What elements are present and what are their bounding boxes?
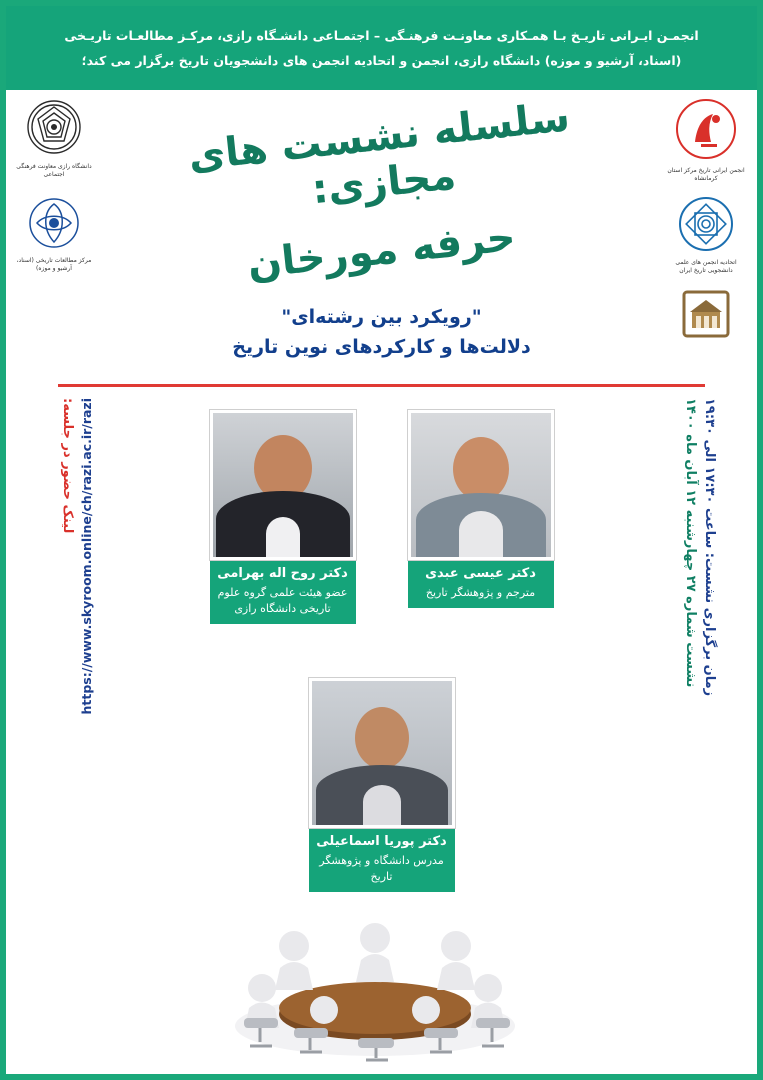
title-line-2: حرفه مورخان xyxy=(245,214,518,288)
speaker-role: عضو هیئت علمی گروه علوم تاریخی دانشگاه رازی xyxy=(210,585,356,624)
speaker-photo xyxy=(408,410,554,560)
speaker-card xyxy=(408,410,554,624)
subtitle xyxy=(116,302,647,363)
speaker-name: دکتر پوریا اسماعیلی xyxy=(309,828,455,853)
main-title xyxy=(126,94,637,288)
logo-caption-markaz: مرکز مطالعات تاریخی (اسناد، آرشیو و موزه) xyxy=(16,257,92,272)
logo-ettehadie-anjomanha xyxy=(663,196,749,274)
speaker-role: مترجم و پژوهشگر تاریخ xyxy=(408,585,554,608)
speaker-photo xyxy=(309,678,455,828)
subtitle-line-2: دلالت‌ها و کارکردهای نوین تاریخ xyxy=(232,336,531,359)
speaker-card xyxy=(309,678,455,892)
session-time-text: زمان برگزاری نشست: ساعت ۱۷:۳۰ الی ۱۹:۳۰ xyxy=(702,398,717,697)
logo-column-right xyxy=(663,98,749,347)
speaker-card xyxy=(210,410,356,624)
ettehadie-anjomanha-icon xyxy=(678,196,734,252)
anjoman-irani-tarikh-icon xyxy=(675,98,737,160)
logo-razi-university xyxy=(14,98,94,178)
logo-caption-razi: دانشگاه رازی معاونت فرهنگی اجتماعی xyxy=(16,163,92,178)
header-band xyxy=(6,6,757,90)
logo-caption-anjoman: انجمن ایرانی تاریخ مرکز استان کرمانشاه xyxy=(667,167,745,182)
logo-anjoman-irani-tarikh xyxy=(663,98,749,182)
header-line-2: (اسناد، آرشیو و موزه) دانشگاه رازی، انجمن و اتحادیه انجمن های دانشجویان تاریخ برگزار می کند؛ xyxy=(81,53,682,68)
title-line-1: سلسله نشست های مجازی: xyxy=(186,94,572,214)
logo-column-left xyxy=(14,98,94,272)
meeting-illustration-svg xyxy=(0,906,757,1066)
speaker-name: دکتر عیسی عبدی xyxy=(408,560,554,585)
museum-icon xyxy=(680,288,732,340)
meeting-link-label: لینک حضور در جلسه: xyxy=(60,398,75,534)
razi-university-icon xyxy=(25,98,83,156)
meeting-link-url[interactable]: https://www.skyroom.online/ch/razi.ac.ir/razi xyxy=(79,398,94,715)
logo-museum xyxy=(663,288,749,347)
header-line-1: انجمـن ایـرانی تاریـخ بـا همـکاری معاونـت فرهنـگی – اجتمـاعی دانشـگاه رازی، مرکـز مطالعـات تاریـخی xyxy=(64,28,699,43)
markaz-motaleat-icon xyxy=(27,196,81,250)
logo-markaz-motaleat xyxy=(14,196,94,272)
speakers-row xyxy=(106,410,657,624)
speaker-name: دکتر روح اله بهرامی xyxy=(210,560,356,585)
round-table-meeting-illustration xyxy=(6,906,757,1066)
session-date-text: نشست شماره ۲۷ چهارشنبه ۱۲ آبان ماه ۱۴۰۰ xyxy=(683,398,698,688)
speakers-row-second xyxy=(6,678,757,892)
subtitle-line-1: "رویکرد بین رشته‌ای" xyxy=(281,306,482,328)
divider-red xyxy=(58,384,705,387)
speaker-role: مدرس دانشگاه و پژوهشگر تاریخ xyxy=(309,853,455,892)
logo-caption-ettehadie: اتحادیه انجمن های علمی دانشجویی تاریخ ایران xyxy=(675,259,737,274)
speaker-photo xyxy=(210,410,356,560)
